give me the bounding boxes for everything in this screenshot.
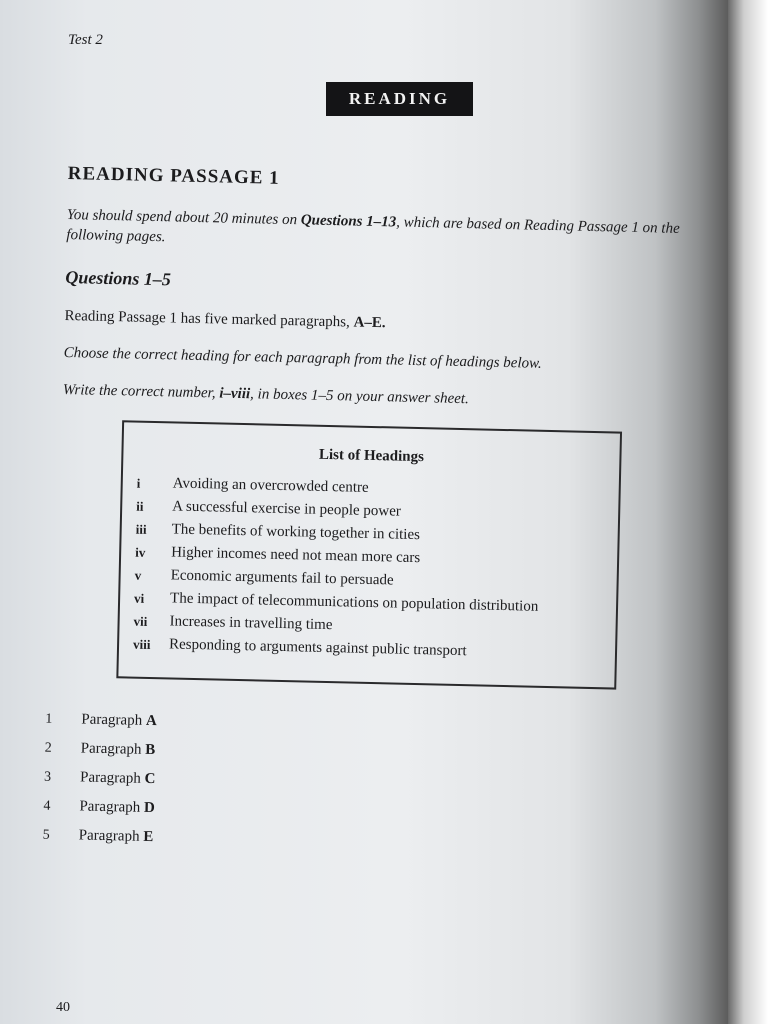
time-instruction-questions: Questions 1–13 bbox=[300, 212, 397, 231]
section-banner: READING bbox=[326, 82, 473, 116]
paragraphs-statement-range: A–E. bbox=[353, 314, 386, 332]
choose-heading-instruction: Choose the correct heading for each paragraph from the list of headings below. bbox=[63, 344, 542, 372]
paragraph-word: Paragraph bbox=[78, 827, 144, 845]
page-edge-shadow bbox=[728, 0, 768, 1024]
question-number: 3 bbox=[43, 769, 52, 785]
paragraph-word: Paragraph bbox=[79, 769, 145, 787]
heading-numeral: ii bbox=[136, 498, 144, 514]
heading-numeral: v bbox=[134, 567, 142, 583]
heading-text: A successful exercise in people power bbox=[172, 498, 402, 520]
write-number-part2: , in boxes 1–5 on your answer sheet. bbox=[249, 386, 469, 408]
page-number: 40 bbox=[56, 1000, 70, 1015]
write-number-part1: Write the correct number, bbox=[62, 381, 220, 402]
paragraph-word: Paragraph bbox=[80, 740, 146, 758]
page-content bbox=[42, 163, 707, 864]
paragraph-word: Paragraph bbox=[79, 798, 145, 816]
paragraph-letter: B bbox=[145, 741, 156, 759]
heading-numeral: i bbox=[136, 475, 141, 491]
paragraphs-statement-text: Reading Passage 1 has five marked paragraphs, bbox=[64, 307, 354, 331]
paragraph-word: Paragraph bbox=[81, 711, 147, 729]
paragraph-label bbox=[81, 740, 156, 759]
heading-numeral: vi bbox=[133, 590, 145, 606]
question-number: 2 bbox=[44, 740, 52, 756]
running-head: Test 2 bbox=[68, 32, 103, 48]
time-instruction-part2: , which are based on Reading Passage 1 on the following pages. bbox=[66, 214, 680, 246]
question-number: 4 bbox=[43, 798, 51, 814]
paragraph-letter: A bbox=[145, 712, 157, 730]
paragraph-letter: C bbox=[144, 770, 156, 788]
questions-heading: Questions 1–5 bbox=[65, 266, 172, 290]
heading-numeral: iv bbox=[135, 544, 146, 560]
heading-text: Avoiding an overcrowded centre bbox=[172, 475, 369, 496]
paragraph-label bbox=[79, 798, 155, 817]
paragraph-question-list bbox=[42, 705, 695, 865]
time-instruction bbox=[66, 205, 727, 260]
question-number: 1 bbox=[45, 711, 53, 727]
time-instruction-part1: You should spend about 20 minutes on bbox=[66, 206, 301, 229]
heading-text: Economic arguments fail to persuade bbox=[170, 567, 394, 589]
heading-text: Responding to arguments against public transport bbox=[168, 636, 467, 660]
heading-numeral: vii bbox=[133, 613, 148, 629]
passage-title: READING PASSAGE 1 bbox=[67, 163, 280, 189]
heading-text: Higher incomes need not mean more cars bbox=[171, 544, 421, 567]
list-of-headings-title: List of Headings bbox=[318, 446, 425, 466]
heading-text: The impact of telecommunications on population distribution bbox=[169, 590, 539, 615]
heading-text: Increases in travelling time bbox=[169, 613, 333, 634]
write-number-range: i–viii bbox=[219, 385, 251, 403]
heading-text: The benefits of working together in cities bbox=[171, 521, 421, 544]
paragraph-label bbox=[81, 711, 157, 730]
paragraph-label bbox=[79, 827, 154, 846]
paragraph-letter: D bbox=[143, 799, 155, 817]
heading-numeral: viii bbox=[132, 636, 151, 652]
question-number: 5 bbox=[42, 827, 50, 843]
paragraph-letter: E bbox=[143, 828, 154, 846]
paragraphs-statement bbox=[64, 308, 704, 340]
list-of-headings-box bbox=[116, 420, 622, 689]
write-number-instruction bbox=[63, 382, 703, 414]
heading-numeral: iii bbox=[135, 521, 147, 537]
paragraph-label bbox=[80, 769, 156, 788]
